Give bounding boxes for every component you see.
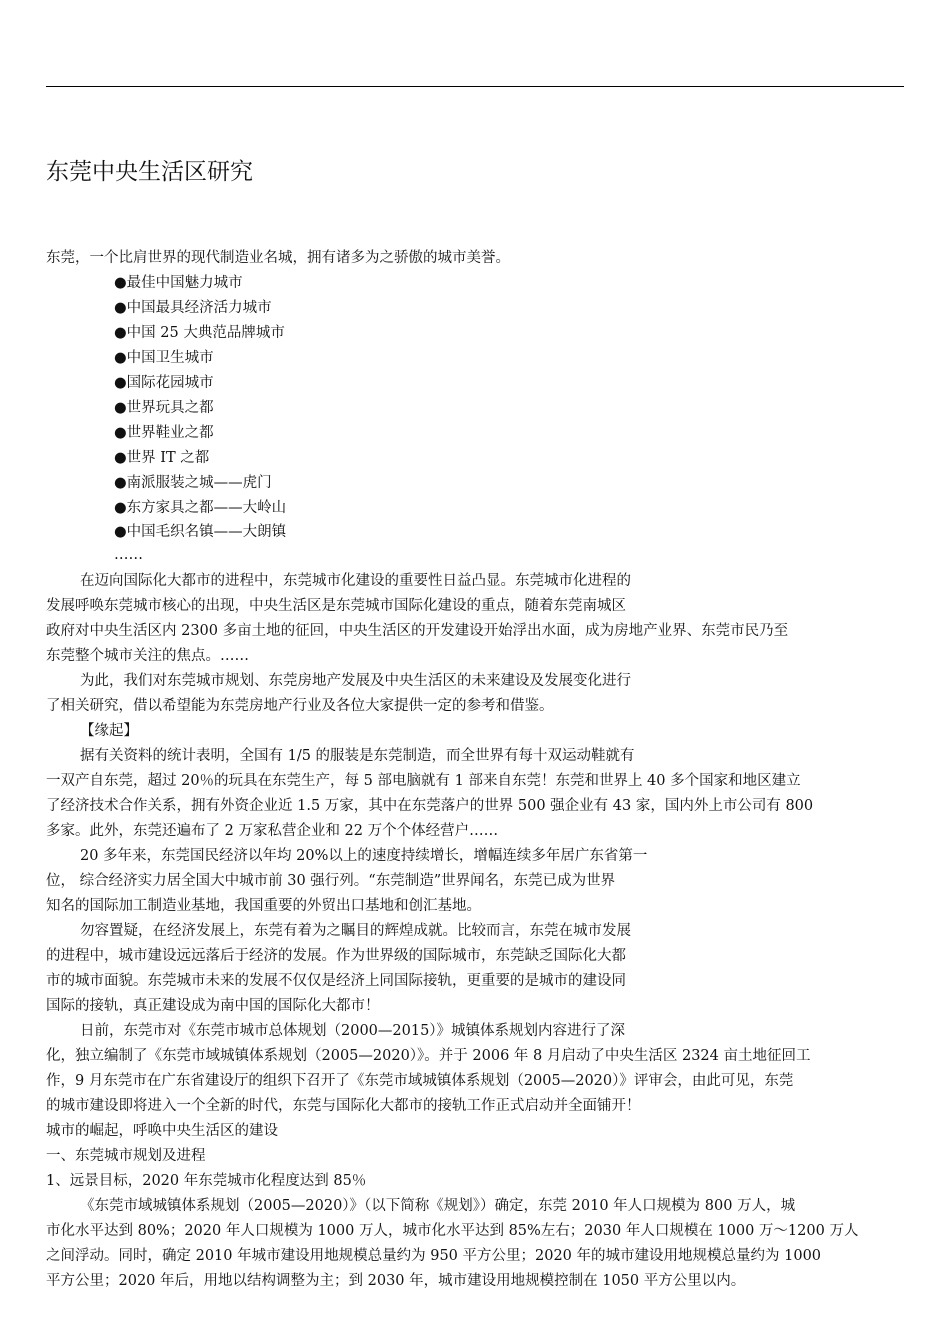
body-line: 平方公里；2020 年后，用地以结构调整为主；到 2030 年，城市建设用地规模控制在 1050 平方公里以内。 — [46, 1273, 746, 1289]
body-line: 在迈向国际化大都市的进程中，东莞城市化建设的重要性日益凸显。东莞城市化进程的 — [80, 573, 631, 589]
intro-line: 东莞，一个比肩世界的现代制造业名城，拥有诸多为之骄傲的城市美誉。 — [46, 250, 510, 266]
body-line: 《东莞市域城镇体系规划（2005—2020）》（以下简称《规划》）确定，东莞 2010 年人口规模为 800 万人，城 — [80, 1198, 796, 1214]
honor-item: ●中国 25 大典范品牌城市 — [114, 325, 285, 341]
honor-item: ●世界玩具之都 — [114, 400, 214, 416]
body-line: 作，9 月东莞市在广东省建设厅的组织下召开了《东莞市域城镇体系规划（2005—2020）》评审会，由此可见，东莞 — [46, 1073, 794, 1089]
document-title: 东莞中央生活区研究 — [46, 159, 253, 185]
body-line: 一双产自东莞，超过 20％的玩具在东莞生产，每 5 部电脑就有 1 部来自东莞！东莞和世界上 40 多个国家和地区建立 — [46, 773, 801, 789]
body-line: 发展呼唤东莞城市核心的出现，中央生活区是东莞城市国际化建设的重点，随着东莞南城区 — [46, 598, 626, 614]
body-line: 20 多年来，东莞国民经济以年均 20%以上的速度持续增长，增幅连续多年居广东省第一 — [80, 848, 648, 864]
honor-item: ●世界 IT 之都 — [114, 450, 210, 466]
honor-item: ●东方家具之都——大岭山 — [114, 500, 287, 516]
body-line: 据有关资料的统计表明，全国有 1/5 的服装是东莞制造，而全世界有每十双运动鞋就有 — [80, 748, 635, 764]
body-line: 市化水平达到 80%；2020 年人口规模为 1000 万人，城市化水平达到 85%左右；2030 年人口规模在 1000 万～1200 万人 — [46, 1223, 859, 1239]
body-line: 政府对中央生活区内 2300 多亩土地的征回，中央生活区的开发建设开始浮出水面，成为房地产业界、东莞市民乃至 — [46, 623, 789, 639]
honor-item: ●中国卫生城市 — [114, 350, 214, 366]
body-line: 市的城市面貌。东莞城市未来的发展不仅仅是经济上同国际接轨，更重要的是城市的建设同 — [46, 973, 626, 989]
section-heading: 【缘起】 — [80, 723, 138, 739]
body-line: 的进程中，城市建设远远落后于经济的发展。作为世界级的国际城市，东莞缺乏国际化大都 — [46, 948, 626, 964]
honor-item: ●南派服装之城——虎门 — [114, 475, 272, 491]
body-line: 的城市建设即将进入一个全新的时代，东莞与国际化大都市的接轨工作正式启动并全面铺开！ — [46, 1098, 641, 1114]
subheading: 城市的崛起，呼唤中央生活区的建设 — [46, 1123, 278, 1139]
body-line: 了相关研究，借以希望能为东莞房地产行业及各位大家提供一定的参考和借鉴。 — [46, 698, 554, 714]
body-line: 国际的接轨，真正建设成为南中国的国际化大都市！ — [46, 998, 380, 1014]
honor-item: ●中国毛织名镇——大朗镇 — [114, 524, 287, 540]
honor-item: ●最佳中国魅力城市 — [114, 275, 243, 291]
body-line: 化，独立编制了《东莞市域城镇体系规划（2005—2020）》。并于 2006 年 8 月启动了中央生活区 2324 亩土地征回工 — [46, 1048, 811, 1064]
honor-item: ●中国最具经济活力城市 — [114, 300, 272, 316]
honor-item: ●世界鞋业之都 — [114, 425, 214, 441]
body-line: 知名的国际加工制造业基地，我国重要的外贸出口基地和创汇基地。 — [46, 898, 481, 914]
honor-ellipsis: …… — [114, 547, 143, 563]
section-heading: 一、东莞城市规划及进程 — [46, 1148, 206, 1164]
body-line: 位， 综合经济实力居全国大中城市前 30 强行列。“东莞制造”世界闻名，东莞已成为世界 — [46, 873, 616, 889]
body-line: 为此，我们对东莞城市规划、东莞房地产发展及中央生活区的未来建设及发展变化进行 — [80, 673, 631, 689]
header-rule — [46, 86, 904, 87]
body-line: 多家。此外，东莞还遍布了 2 万家私营企业和 22 万个个体经营户…… — [46, 823, 499, 839]
subsection-heading: 1、远景目标，2020 年东莞城市化程度达到 85％ — [46, 1173, 367, 1189]
body-line: 勿容置疑，在经济发展上，东莞有着为之瞩目的辉煌成就。比较而言，东莞在城市发展 — [80, 923, 631, 939]
body-line: 了经济技术合作关系，拥有外资企业近 1.5 万家，其中在东莞落户的世界 500 强企业有 43 家，国内外上市公司有 800 — [46, 798, 814, 814]
body-line: 日前，东莞市对《东莞市城市总体规划（2000—2015）》城镇体系规划内容进行了深 — [80, 1023, 626, 1039]
body-line: 之间浮动。同时，确定 2010 年城市建设用地规模总量约为 950 平方公里；2020 年的城市建设用地规模总量约为 1000 — [46, 1248, 822, 1264]
honor-item: ●国际花园城市 — [114, 375, 214, 391]
body-line: 东莞整个城市关注的焦点。…… — [46, 648, 249, 664]
